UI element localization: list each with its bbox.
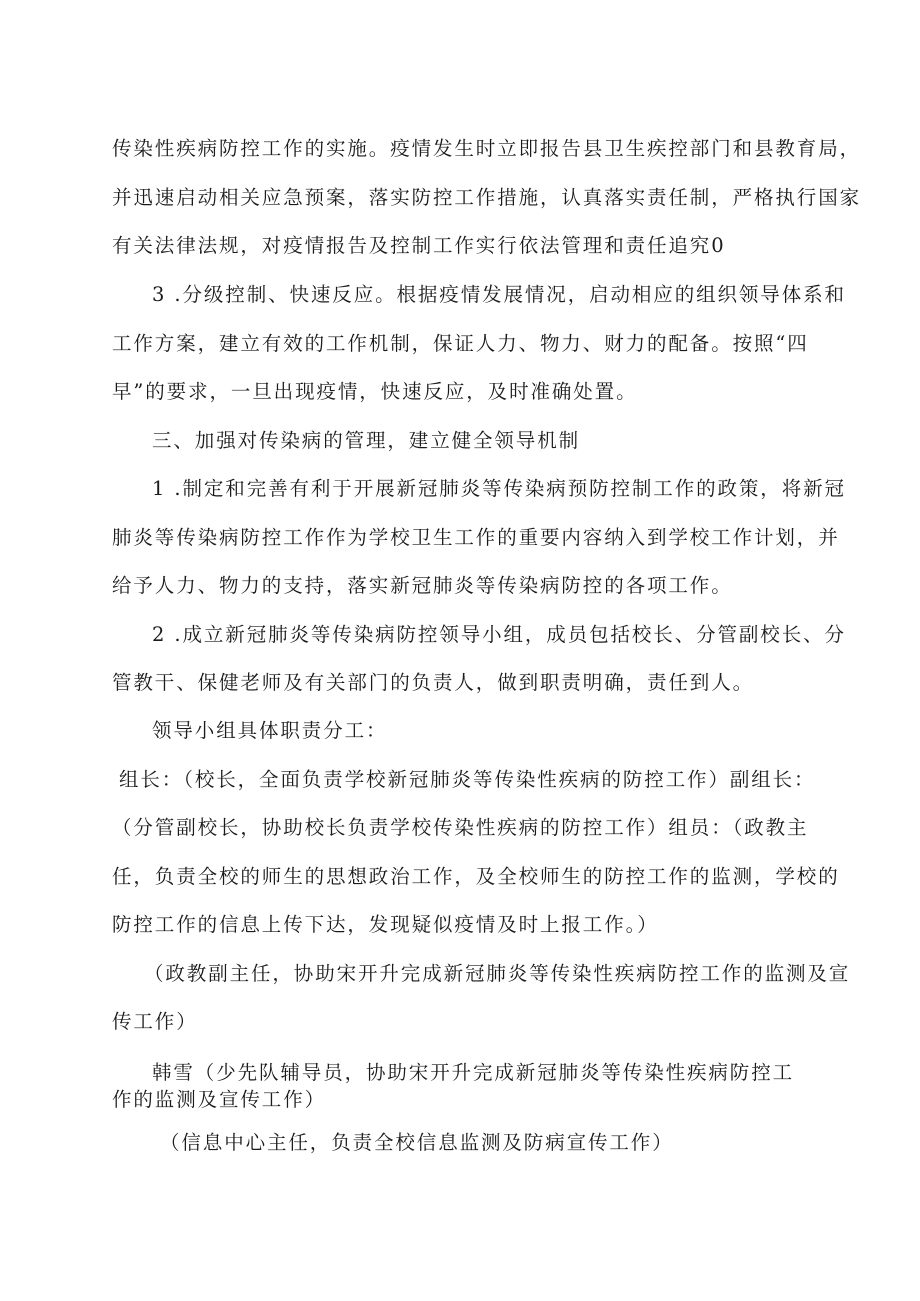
body-line-10: 给予人力、物力的支持，落实新冠肺炎等传染病防控的各项工作。 bbox=[112, 574, 733, 597]
body-line-17: 防控工作的信息上传下达，发现疑似疫情及时上报工作。） bbox=[112, 913, 659, 936]
body-line-2: 并迅速启动相关应急预案，落实防控工作措施，认真落实责任制，严格执行国家 bbox=[112, 186, 862, 209]
body-line-4: 3 .分级控制、快速反应。根据疫情发展情况，启动相应的组织领导体系和 bbox=[152, 283, 846, 306]
body-line-18: （政教副主任，协助宋开升完成新冠肺炎等传染性疾病防控工作的监测及宣 bbox=[144, 962, 851, 985]
body-line-13: 领导小组具体职责分工： bbox=[152, 719, 388, 742]
body-line-20: 韩雪（少先队辅导员，协助宋开升完成新冠肺炎等传染性疾病防控工 bbox=[152, 1061, 795, 1084]
body-line-6: 早”的要求，一旦出现疫情，快速反应，及时准确处置。 bbox=[112, 380, 638, 403]
body-line-19: 传工作） bbox=[112, 1010, 198, 1033]
body-line-9: 肺炎等传染病防控工作作为学校卫生工作的重要内容纳入到学校工作计划，并 bbox=[112, 526, 840, 549]
body-line-22: （信息中心主任，负责全校信息监测及防病宣传工作） bbox=[160, 1131, 674, 1154]
body-line-14: 组长：（校长，全面负责学校新冠肺炎等传染性疾病的防控工作）副组长： bbox=[119, 768, 816, 791]
body-line-11: 2 .成立新冠肺炎等传染病防控领导小组，成员包括校长、分管副校长、分 bbox=[152, 623, 846, 646]
body-line-5: 工作方案，建立有效的工作机制，保证人力、物力、财力的配备。按照“四 bbox=[112, 332, 809, 355]
body-line-12: 管教干、保健老师及有关部门的负责人，做到职责明确，责任到人。 bbox=[112, 671, 755, 694]
body-line-1: 传染性疾病防控工作的实施。疫情发生时立即报告县卫生疾控部门和县教育局， bbox=[112, 137, 862, 160]
body-line-15: （分管副校长，协助校长负责学校传染性疾病的防控工作）组员：（政教主 bbox=[112, 816, 809, 839]
body-line-16: 任，负责全校的师生的思想政治工作，及全校师生的防控工作的监测，学校的 bbox=[112, 865, 840, 888]
body-line-21: 作的监测及宣传工作） bbox=[112, 1088, 327, 1111]
body-line-8: 1 .制定和完善有利于开展新冠肺炎等传染病预防控制工作的政策，将新冠 bbox=[152, 477, 846, 500]
section-heading: 三、加强对传染病的管理，建立健全领导机制 bbox=[152, 429, 581, 452]
body-line-3: 有关法律法规，对疫情报告及控制工作实行依法管理和责任追究0 bbox=[112, 234, 726, 257]
